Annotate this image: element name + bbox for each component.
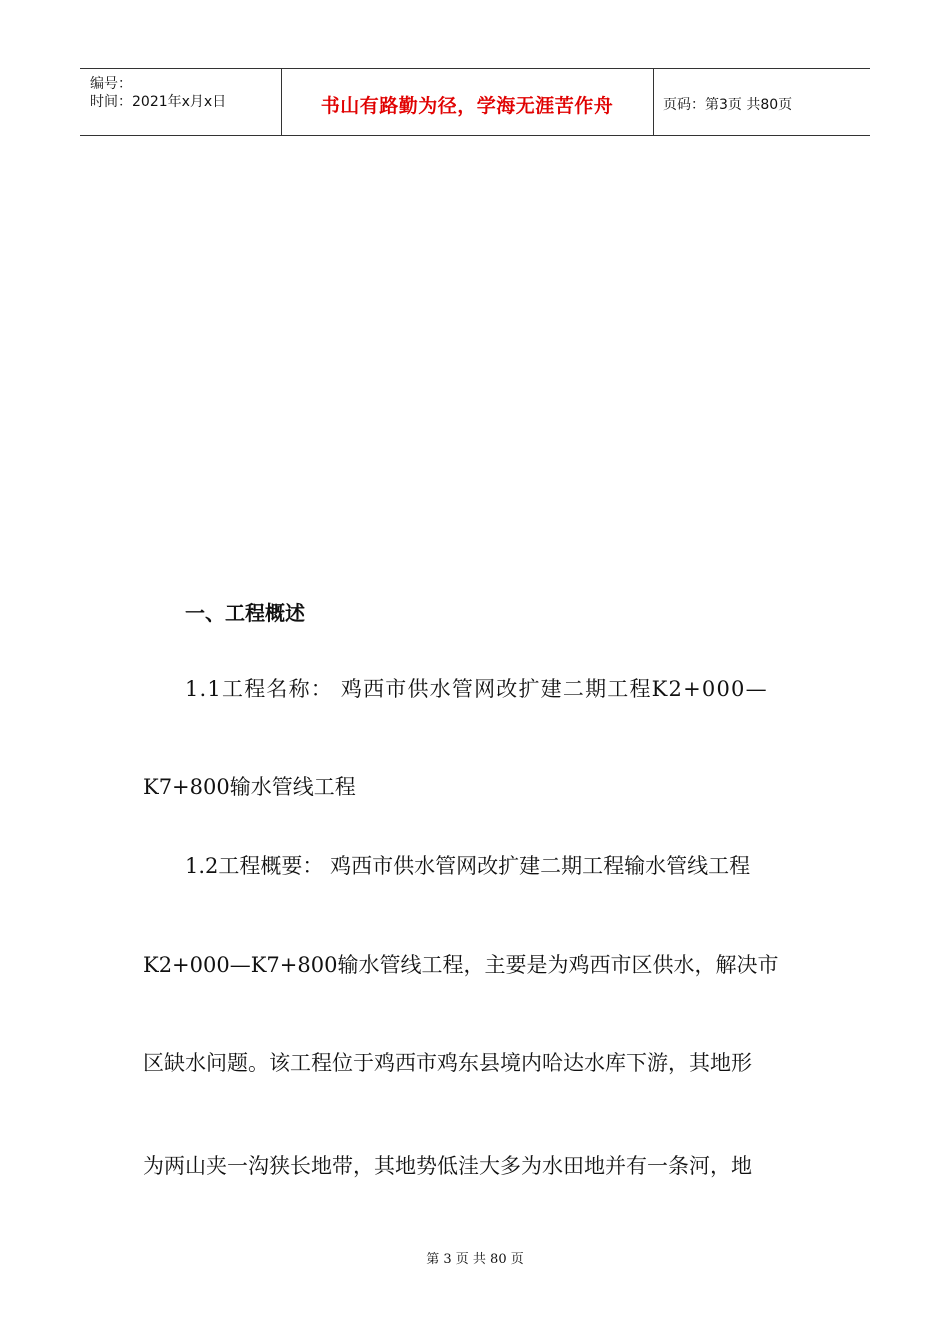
page-footer: 第 3 页 共 80 页: [426, 1252, 524, 1267]
page-label: 页码：第3页 共80页: [663, 97, 793, 113]
header-info-cell: [80, 69, 282, 135]
text-line-5: 区缺水问题。该工程位于鸡西市鸡东县境内哈达水库下游，其地形: [143, 1051, 752, 1075]
section-heading: 一、工程概述: [185, 601, 305, 625]
header-motto-cell: [281, 69, 654, 135]
document-header: [80, 68, 870, 136]
text-line-1: 1.1工程名称： 鸡西市供水管网改扩建二期工程K2+000—: [185, 677, 768, 701]
motto-text: 书山有路勤为径，学海无涯苦作舟: [320, 95, 614, 117]
header-page-cell: [653, 69, 870, 135]
text-line-2: K7+800输水管线工程: [143, 775, 356, 799]
text-line-3: 1.2工程概要： 鸡西市供水管网改扩建二期工程输水管线工程: [185, 854, 751, 878]
number-label: 编号：: [90, 76, 132, 92]
time-label: 时间：2021年x月x日: [90, 94, 227, 110]
text-line-6: 为两山夹一沟狭长地带，其地势低洼大多为水田地并有一条河，地: [143, 1154, 752, 1178]
text-line-4: K2+000—K7+800输水管线工程，主要是为鸡西市区供水，解决市: [143, 953, 779, 977]
